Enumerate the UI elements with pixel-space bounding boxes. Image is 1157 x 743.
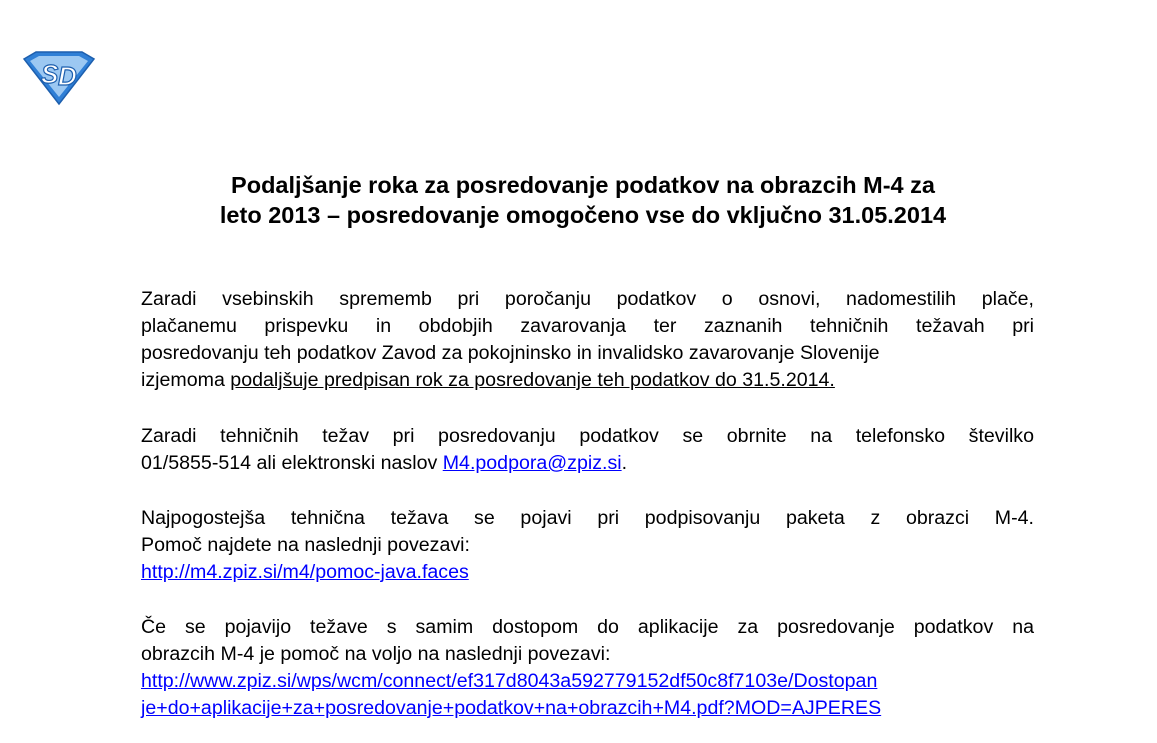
paragraph-text: 01/5855-514 ali elektronski naslov [141, 452, 443, 474]
svg-text:D: D [58, 61, 77, 91]
paragraph-line: Najpogostejša tehnična težava se pojavi pri podpisovanju paketa z obrazci M-4. [141, 507, 1034, 529]
paragraph-line: plačanemu prispevku in obdobjih zavarovanja ter zaznanih tehničnih težavah pri [141, 315, 1034, 337]
sd-shield-logo [22, 50, 96, 106]
access-help-link-line [141, 695, 1034, 722]
paragraph-line: Pomoč najdete na naslednji povezavi: [141, 534, 470, 556]
paragraph-line: Zaradi tehničnih težav pri posredovanju podatkov se obrnite na telefonsko številko [141, 425, 1034, 447]
underlined-deadline-text: podaljšuje predpisan rok za posredovanje teh podatkov do 31.5.2014. [230, 369, 835, 391]
title-line-2: leto 2013 – posredovanje omogočeno vse do vključno 31.05.2014 [219, 202, 947, 228]
access-help-link-part-2[interactable]: je+do+aplikacije+za+posredovanje+podatkov+na+obrazcih+M4.pdf?MOD=AJPERES [141, 697, 882, 719]
paragraph-text: . [621, 452, 628, 474]
svg-text:S: S [41, 59, 59, 89]
sd-shield-logo-icon [22, 50, 96, 106]
paragraph-access-help [141, 614, 1034, 722]
java-help-link[interactable]: http://m4.zpiz.si/m4/pomoc-java.faces [141, 561, 469, 583]
paragraph-line: Če se pojavijo težave s samim dostopom do aplikacije za posredovanje podatkov na [141, 616, 1034, 638]
paragraph-line: posredovanju teh podatkov Zavod za pokojninsko in invalidsko zavarovanje Slovenije [141, 342, 880, 364]
access-help-link-part-1[interactable]: http://www.zpiz.si/wps/wcm/connect/ef317d8043a592779152df50c8f7103e/Dostopan [141, 670, 878, 692]
title-line-1: Podaljšanje roka za posredovanje podatkov na obrazcih M-4 za [231, 172, 935, 198]
paragraph-line [141, 450, 1034, 477]
paragraph-deadline-extension [141, 286, 1034, 394]
paragraph-signing-help [141, 505, 1034, 586]
paragraph-text: izjemoma [141, 369, 231, 391]
paragraph-line: obrazcih M-4 je pomoč na voljo na naslednji povezavi: [141, 643, 611, 665]
paragraph-line [141, 367, 1034, 394]
paragraph-line: Zaradi vsebinskih sprememb pri poročanju podatkov o osnovi, nadomestilih plače, [141, 288, 1034, 310]
access-help-link-line [141, 668, 1034, 695]
paragraph-line [141, 559, 1034, 586]
email-link[interactable]: M4.podpora@zpiz.si [442, 452, 622, 474]
document-title [120, 170, 1046, 230]
paragraph-support-contact [141, 423, 1034, 477]
